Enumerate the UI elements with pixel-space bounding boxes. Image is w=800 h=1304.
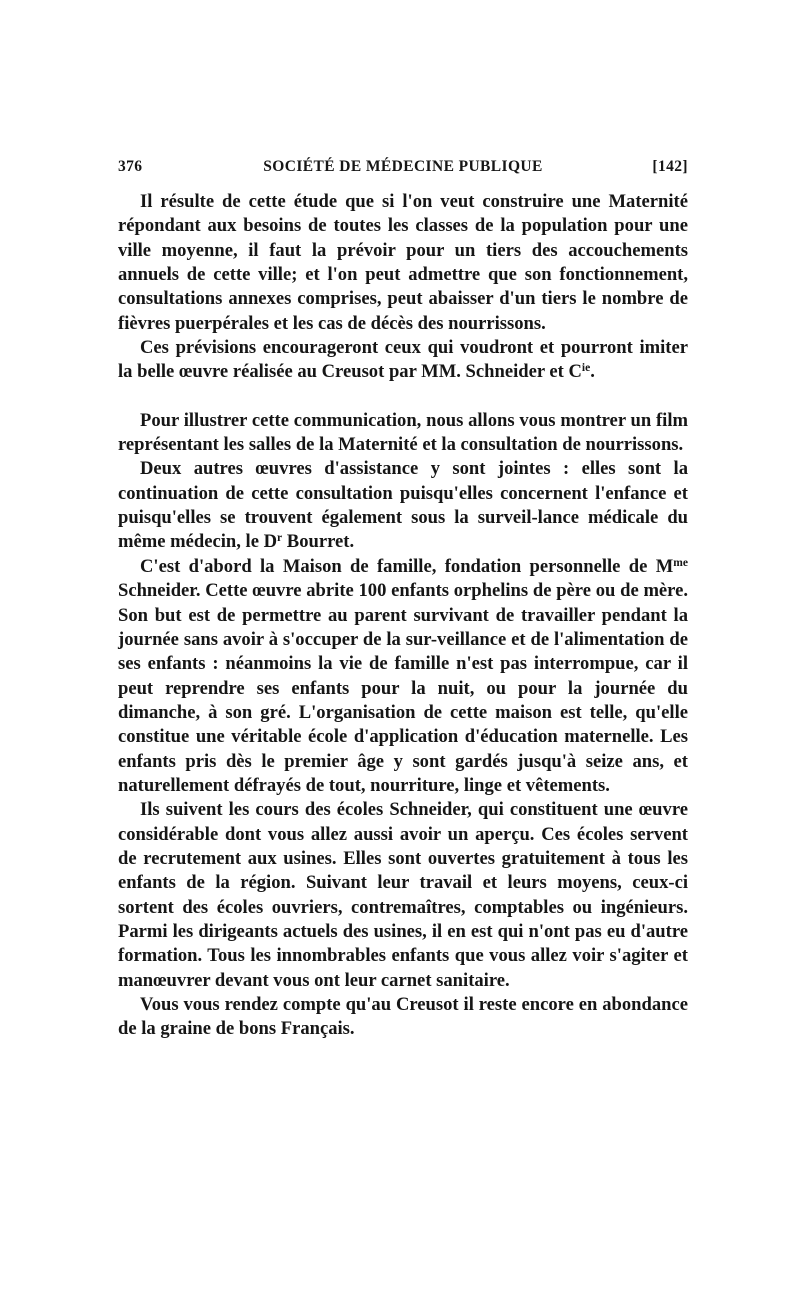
paragraph-text: Deux autres œuvres d'assistance y sont jointes : elles sont la continuation de cette consultation puisqu'elles concernent l'enfance et puisqu'elles se trouvent également sous la surveil-lance médicale du même médecin, le D <box>118 458 688 553</box>
paragraph-text: Il résulte de cette étude que si l'on veut construire une Maternité répondant aux besoins de toutes les classes de la population pour une ville moyenne, il faut la prévoir pour un tiers des accouchements annuels de cette ville; et l'on peut admettre que son fonctionnement, consultations annexes comprises, peut abaisser d'un tiers le nombre de fièvres puerpérales et les cas de décès des nourrissons. <box>118 191 688 334</box>
paragraph-other-works <box>118 457 688 554</box>
paragraph-forecast <box>118 336 688 385</box>
journal-title: SOCIÉTÉ DE MÉDECINE PUBLIQUE <box>263 158 543 175</box>
paragraph-tail: . <box>590 361 595 383</box>
superscript: ie <box>581 362 591 375</box>
section-number: [142] <box>652 158 688 175</box>
paragraph-tail: Bourret. <box>282 531 355 553</box>
paragraph-text: Vous vous rendez compte qu'au Creusot il reste encore en abondance de la graine de bons Français. <box>118 994 688 1040</box>
paragraph-film <box>118 409 688 458</box>
paragraph-schools <box>118 798 688 993</box>
book-page <box>118 158 688 1042</box>
paragraph-conclusion <box>118 190 688 336</box>
body-text <box>118 190 688 1042</box>
paragraph-text: Ces prévisions encourageront ceux qui voudront et pourront imiter la belle œuvre réalisée au Creusot par MM. Schneider et C <box>118 337 688 383</box>
superscript: r <box>277 532 283 545</box>
paragraph-text: C'est d'abord la Maison de famille, fondation personnelle de M <box>140 555 674 577</box>
paragraph-maison-de-famille <box>118 555 688 798</box>
paragraph-tail: Schneider. Cette œuvre abrite 100 enfants orphelins de père ou de mère. Son but est de permettre au parent survivant de travailler pendant la journée sans avoir à s'occuper de la sur-veillance et de l'alimentation de ses enfants : néanmoins la vie de famille n'est pas interrompue, car il peut reprendre ses enfants pour la nuit, ou pour la journée du dimanche, à son gré. L'organisation de cette maison est telle, qu'elle constitue une véritable école d'application d'éducation maternelle. Les enfants pris dès le premier âge y sont gardés jusqu'à seize ans, et naturellement défrayés de tout, nourriture, linge et vêtements. <box>118 580 688 796</box>
page-number: 376 <box>118 158 143 175</box>
superscript: me <box>673 557 688 570</box>
running-head <box>118 158 688 184</box>
paragraph-closing <box>118 993 688 1042</box>
paragraph-text: Ils suivent les cours des écoles Schneider, qui constituent une œuvre considérable dont vous allez aussi avoir un aperçu. Ces écoles servent de recrutement aux usines. Elles sont ouvertes gratuitement à tous les enfants de la région. Suivant leur travail et leurs moyens, ceux-ci sortent des écoles ouvriers, contremaîtres, comptables ou ingénieurs. Parmi les dirigeants actuels des usines, il en est qui n'ont pas eu d'autre formation. Tous les innombrables enfants que vous allez voir s'agiter et manœuvrer devant vous ont leur carnet sanitaire. <box>118 799 688 991</box>
paragraph-text: Pour illustrer cette communication, nous allons vous montrer un film représentant les salles de la Maternité et la consultation de nourrissons. <box>118 409 688 456</box>
